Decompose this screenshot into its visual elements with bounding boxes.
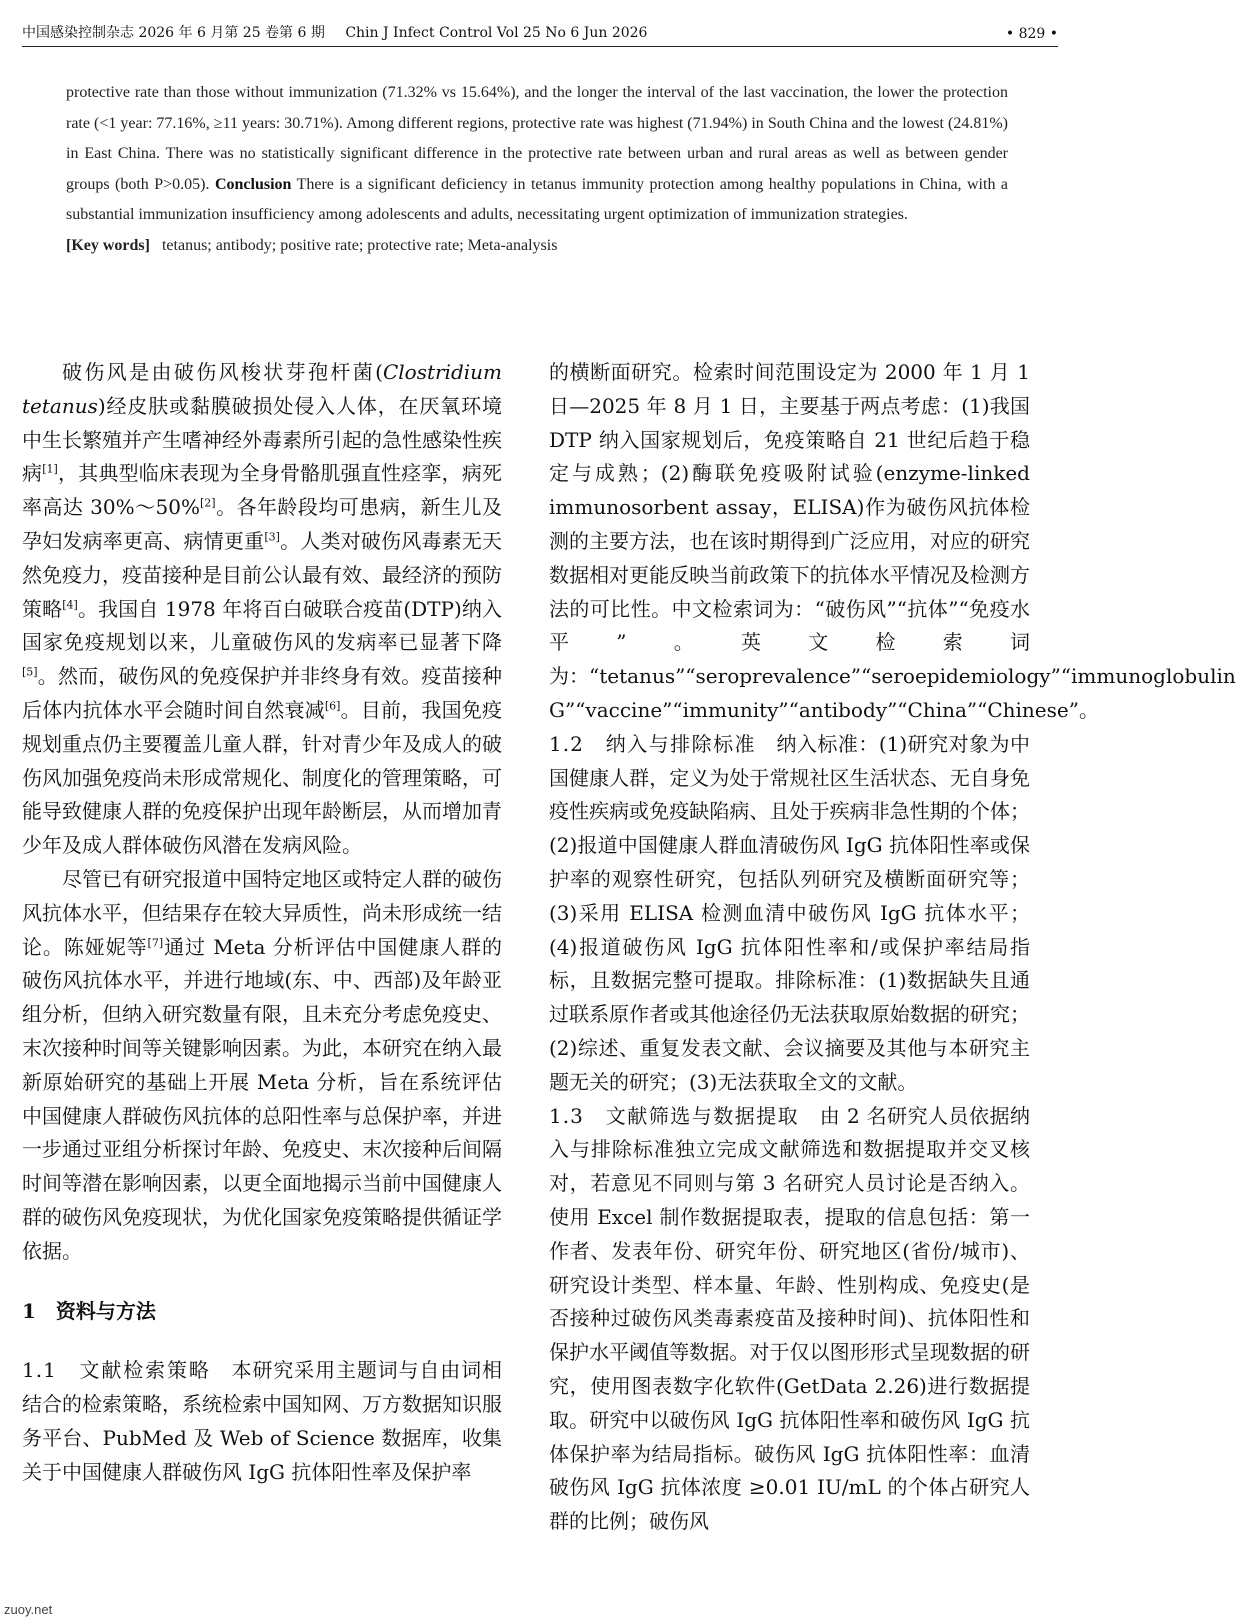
intro-paragraph-2: 尽管已有研究报道中国特定地区或特定人群的破伤风抗体水平，但结果存在较大异质性，尚未形成统一结论。陈娅妮等[7]通过 Meta 分析评估中国健康人群的破伤风抗体水平，并进行地域(东、中、西部)及年龄亚组分析，但纳入研究数量有限，且未充分考虑免疫史、末次接种时间等关键影响因素。为此，本研究在纳入最新原始研究的基础上开展 Meta 分析，旨在系统评估中国健康人群破伤风抗体的总阳性率与总保护率，并进一步通过亚组分析探讨年龄、免疫史、末次接种后间隔时间等潜在影响因素，以更全面地揭示当前中国健康人群的破伤风免疫现状，为优化国家免疫策略提供循证学依据。 — [22, 866, 502, 1263]
latin-name: Clostridium tetanus — [22, 360, 502, 418]
watermark: zuoy.net — [4, 1602, 53, 1617]
left-column — [22, 356, 502, 1599]
subsection-title: 1.3 文献筛选与数据提取 — [549, 1103, 800, 1128]
abstract-results-text: protective rate than those without immunization (71.32% vs 15.64%), and the longer the interval of the last vaccination, the lower the protection rate (<1 year: 77.16%, ≥11 years: 30.71%). Among different regions, protective rate was highest (71.94%) in South China and the lowest (24.81%) in East China. There was no statistically significant difference in the protective rate between urban and rural areas as well as between gender groups (both P>0.05). — [66, 84, 1008, 193]
subsection-1-2: 1.2 纳入与排除标准 纳入标准：(1)研究对象为中国健康人群，定义为处于常规社区生活状态、无自身免疫性疾病或免疫缺陷病、且处于疾病非急性期的个体；(2)报道中国健康人群血清破伤风 IgG 抗体阳性率或保护率的观察性研究，包括队列研究及横断面研究等；(3)采用 ELISA 检测血清中破伤风 IgG 抗体水平；(4)报道破伤风 IgG 抗体阳性率和/或保护率结局指标，且数据完整可提取。排除标准：(1)数据缺失且通过联系原作者或其他途径仍无法获取原始数据的研究；(2)综述、重复发表文献、会议摘要及其他与本研究主题无关的研究；(3)无法获取全文的文献。 — [549, 731, 1030, 1094]
search-paragraph: 的横断面研究。检索时间范围设定为 2000 年 1 月 1 日—2025 年 8 月 1 日，主要基于两点考虑：(1)我国 DTP 纳入国家规划后，免疫策略自 21 世纪后趋于稳定与成熟；(2)酶联免疫吸附试验(enzyme-linked immunosorbent assay，ELISA)作为破伤风抗体检测的主要方法，也在该时期得到广泛应用，对应的研究数据相对更能反映当前政策下的抗体水平情况及检测方法的可比性。中文检索词为：“破伤风”“抗体”“免疫水平”。英文检索词为：“tetanus”“seroprevalence”“seroepidemiology”“immunoglobulin G”“vaccine”“immunity”“antibody”“China”“Chinese”。 — [549, 360, 1236, 722]
journal-title-cn: 中国感染控制杂志 2026 年 6 月第 25 卷第 6 期 — [22, 25, 325, 41]
subsection-1-1: 1.1 文献检索策略 本研究采用主题词与自由词相结合的检索策略，系统检索中国知网、万方数据知识服务平台、PubMed 及 Web of Science 数据库，收集关于中国健康人群破伤风 IgG 抗体阳性率及保护率 — [22, 1358, 503, 1484]
journal-title-en: Chin J Infect Control Vol 25 No 6 Jun 2026 — [345, 25, 648, 41]
citation: [5] — [22, 665, 38, 679]
page-number: • 829 • — [1005, 26, 1058, 42]
keywords-label: [Key words] — [66, 236, 150, 254]
citation: [1] — [42, 462, 58, 476]
section-heading-methods: 1 资料与方法 — [22, 1298, 156, 1323]
page-header — [22, 16, 1058, 47]
citation: [6] — [324, 699, 341, 713]
subsection-1-3: 1.3 文献筛选与数据提取 由 2 名研究人员依据纳入与排除标准独立完成文献筛选和数据提取并交叉核对，若意见不同则与第 3 名研究人员讨论是否纳入。使用 Excel 制作数据提取表，提取的信息包括：第一作者、发表年份、研究年份、研究地区(省份/城市)、研究设计类型、样本量、年龄、性别构成、免疫史(是否接种过破伤风类毒素疫苗及接种时间)、抗体阳性和保护水平阈值等数据。对于仅以图形形式呈现数据的研究，使用图表数字化软件(GetData 2.26)进行数据提取。研究中以破伤风 IgG 抗体阳性率和破伤风 IgG 抗体保护率为结局指标。破伤风 IgG 抗体阳性率：血清破伤风 IgG 抗体浓度 ≥0.01 IU/mL 的个体占研究人群的比例；破伤风 — [549, 1103, 1031, 1534]
keywords-text: tetanus; antibody; positive rate; protective rate; Meta-analysis — [161, 236, 558, 254]
conclusion-text: There is a significant deficiency in tetanus immunity protection among healthy populations in China, with a substantial immunization insufficiency among adolescents and adults, necessitating urgent optimization of immunization strategies. — [66, 175, 1008, 224]
abstract-section — [66, 78, 1008, 262]
right-column — [549, 356, 1236, 1599]
subsection-title: 1.2 纳入与排除标准 — [549, 731, 757, 756]
citation: [4] — [62, 597, 78, 611]
keywords — [66, 231, 1008, 262]
abstract-paragraph — [66, 78, 1008, 231]
citation: [7] — [147, 935, 164, 949]
citation: [3] — [264, 530, 280, 544]
subsection-title: 1.1 文献检索策略 — [22, 1358, 211, 1383]
citation: [2] — [200, 496, 216, 510]
conclusion-label: Conclusion — [214, 175, 292, 193]
intro-paragraph-1: 破伤风是由破伤风梭状芽孢杆菌(Clostridium tetanus)经皮肤或黏膜破损处侵入人体，在厌氧环境中生长繁殖并产生嗜神经外毒素所引起的急性感染性疾病[1]，其典型临床表现为全身骨骼肌强直性痉挛，病死率高达 30%～50%[2]。各年龄段均可患病，新生儿及孕妇发病率更高、病情更重[3]。人类对破伤风毒素无天然免疫力，疫苗接种是目前公认最有效、最经济的预防策略[4]。我国自 1978 年将百白破联合疫苗(DTP)纳入国家免疫规划以来，儿童破伤风的发病率已显著下降[5]。然而，破伤风的免疫保护并非终身有效。疫苗接种后体内抗体水平会随时间自然衰减[6]。目前，我国免疫规划重点仍主要覆盖儿童人群，针对青少年及成人的破伤风加强免疫尚未形成常规化、制度化的管理策略，可能导致健康人群的免疫保护出现年龄断层，从而增加青少年及成人群体破伤风潜在发病风险。 — [22, 360, 503, 858]
